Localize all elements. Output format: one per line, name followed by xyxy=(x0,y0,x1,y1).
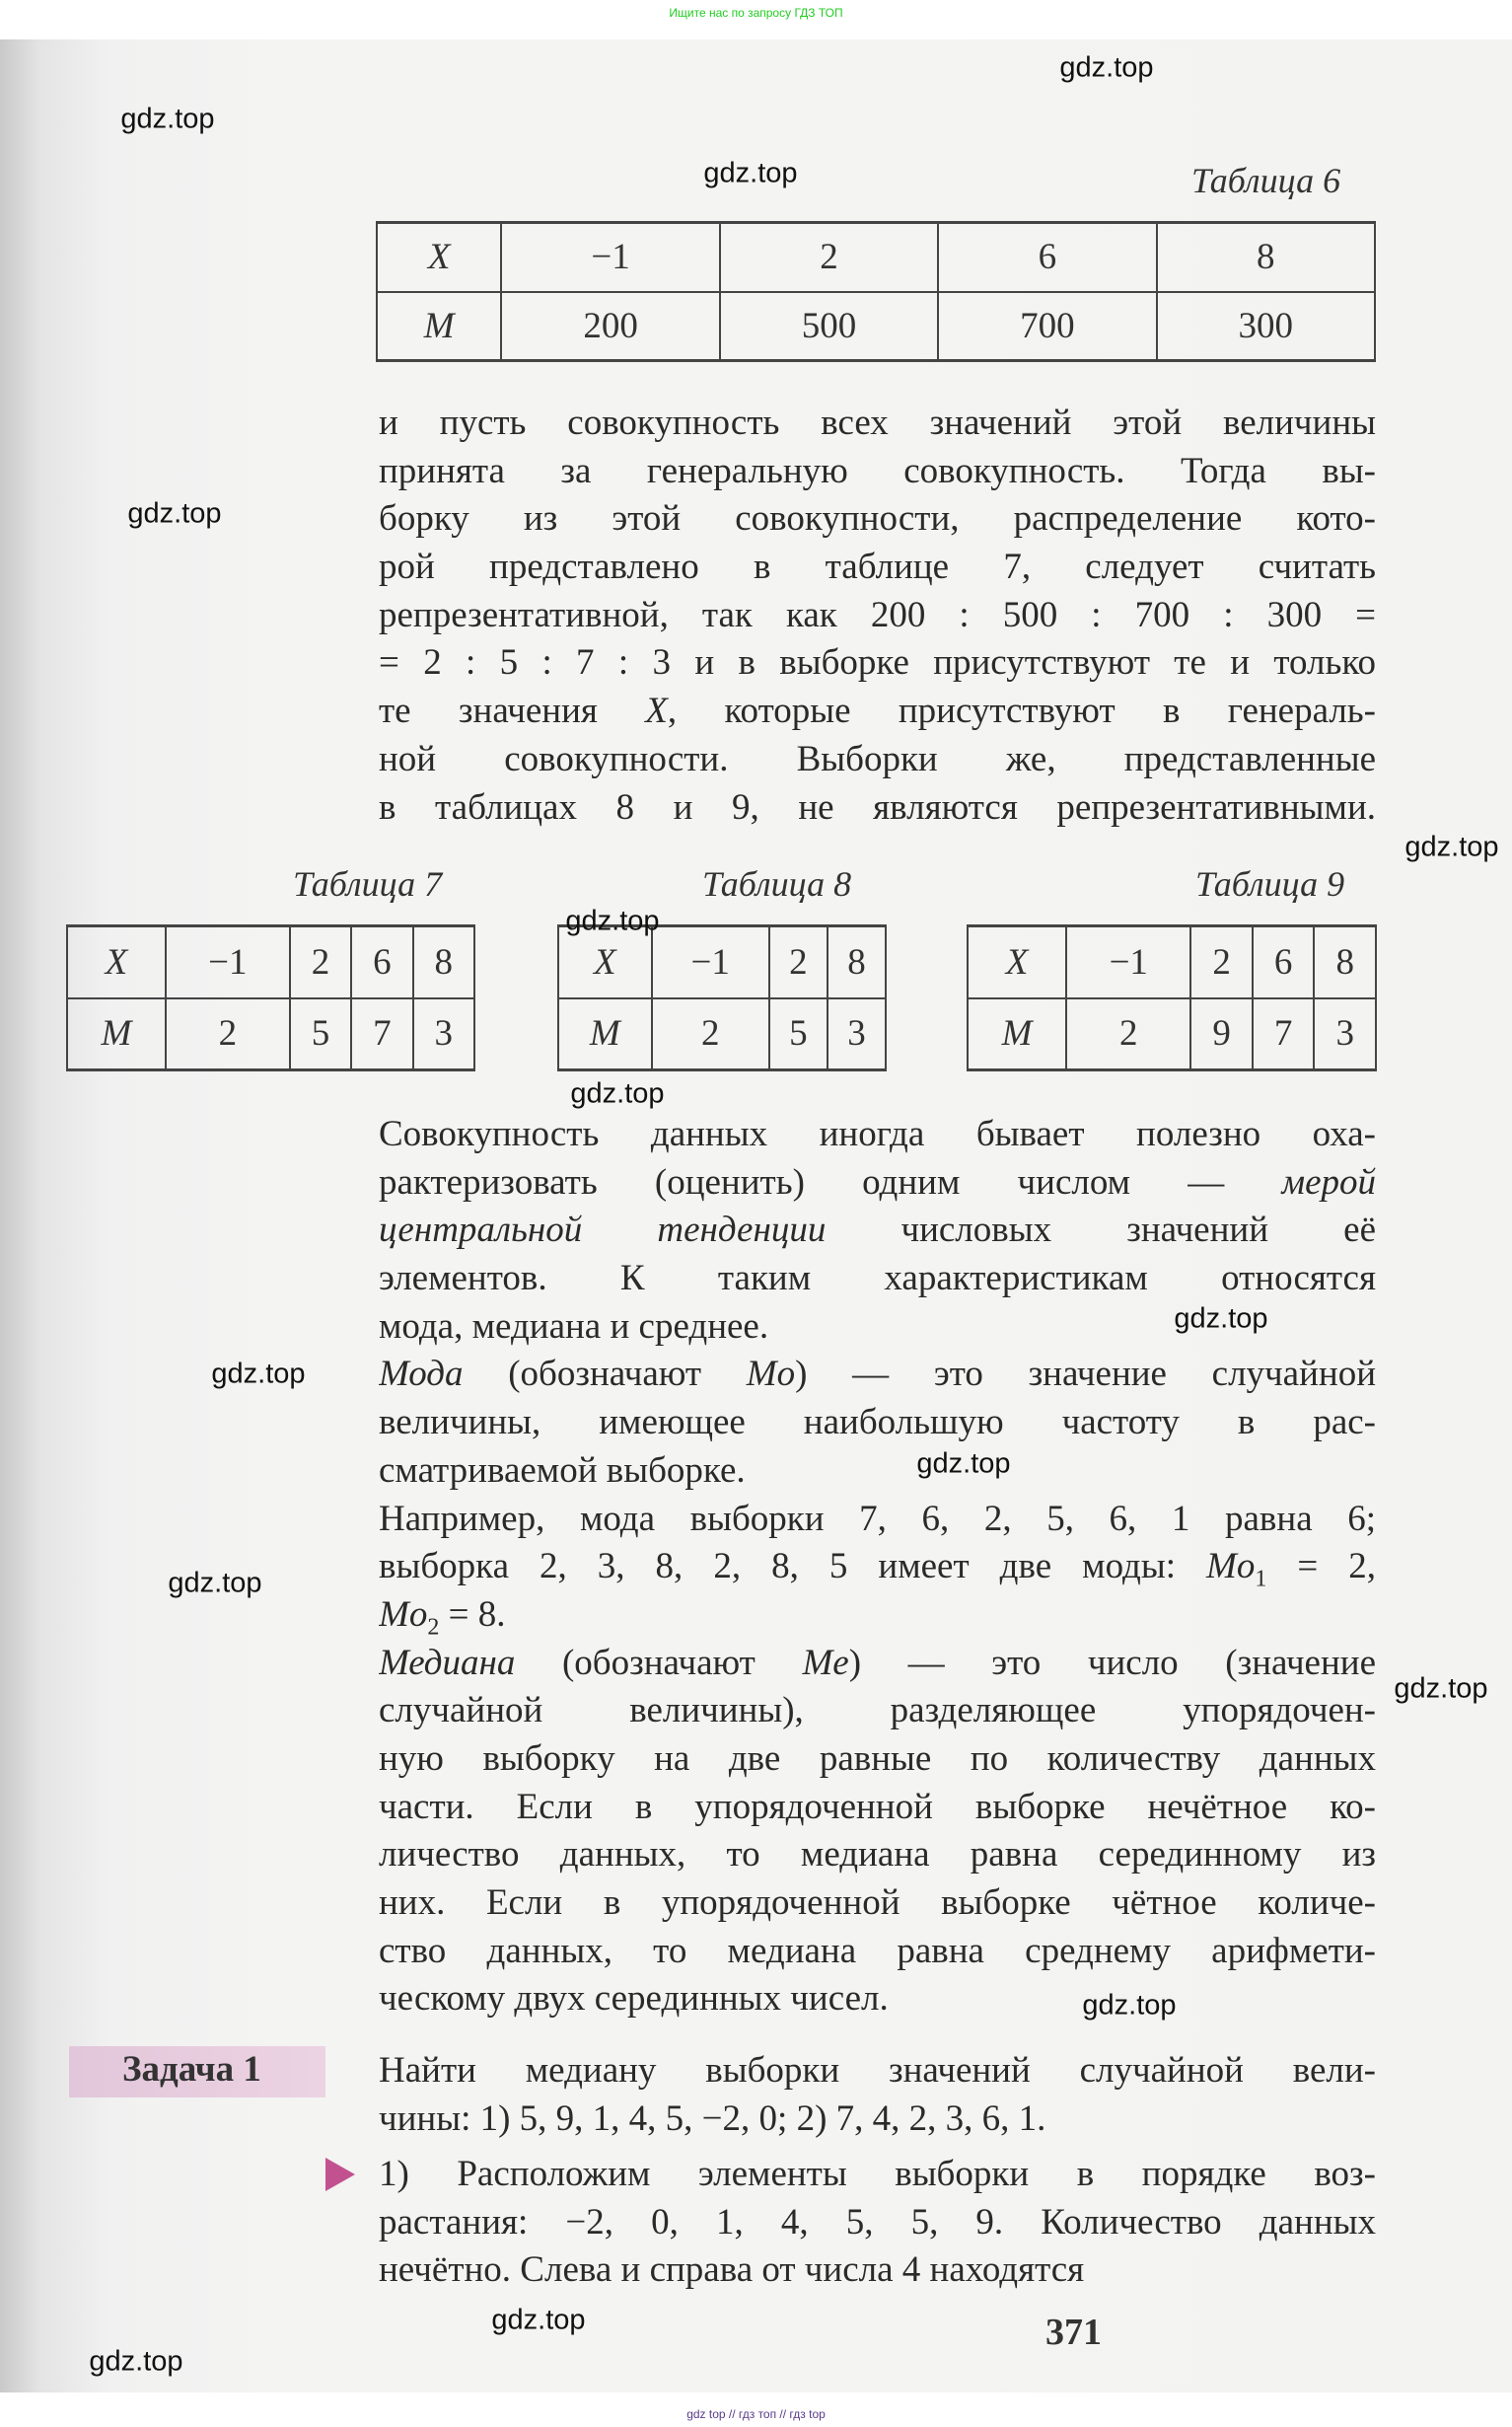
text-line xyxy=(379,1496,1376,1544)
text-line xyxy=(379,1879,1376,1928)
table6-caption: Таблица 6 xyxy=(1191,161,1341,200)
table-cell: −1 xyxy=(652,926,769,998)
text-segment: чины: 1) 5, 9, 1, 4, 5, −2, 0; 2) 7, 4, 2, 3, 6, 1. xyxy=(379,2097,1046,2139)
text-segment: и пусть совокупность всех значений этой величины xyxy=(379,403,1376,443)
table-cell: −1 xyxy=(501,223,719,292)
table9 xyxy=(967,924,1377,1071)
text-line xyxy=(379,1543,1376,1591)
table-row-m xyxy=(67,998,474,1070)
table-cell: 6 xyxy=(938,223,1156,292)
row-header: X xyxy=(968,926,1066,998)
task-label: Задача 1 xyxy=(122,2049,261,2090)
text-line xyxy=(379,1975,1376,2023)
text-segment: 1 xyxy=(1255,1566,1267,1591)
table7-caption: Таблица 7 xyxy=(293,864,443,904)
watermark: gdz.top xyxy=(565,905,660,937)
text-segment: личество данных, то медиана равна серединному из xyxy=(379,1834,1376,1875)
table-row-m xyxy=(968,998,1376,1070)
table-cell: 5 xyxy=(290,998,351,1070)
top-banner-note: Ищите нас по запросу ГДЗ ТОП xyxy=(669,6,843,20)
table-cell: 8 xyxy=(1157,223,1375,292)
text-line xyxy=(379,400,1376,448)
text-line xyxy=(379,495,1376,544)
row-header: M xyxy=(558,998,652,1070)
table-cell: 3 xyxy=(413,998,474,1070)
table8 xyxy=(557,924,887,1071)
text-segment: Совокупность данных иногда бывает полезно оха- xyxy=(379,1114,1376,1154)
text-line xyxy=(379,1447,1376,1496)
text-line xyxy=(379,1928,1376,1976)
text-segment: ческому двух серединных чисел. xyxy=(379,1978,889,2020)
watermark: gdz.top xyxy=(127,497,222,530)
text-segment: Например, мода выборки 7, 6, 2, 5, 6, 1 равна 6; xyxy=(379,1498,1376,1539)
text-segment: Mo xyxy=(746,1354,796,1395)
text-segment: = 8. xyxy=(439,1593,506,1635)
table-cell: 6 xyxy=(351,926,412,998)
text-segment: центральной тенденции xyxy=(379,1210,827,1251)
table-cell: 200 xyxy=(501,292,719,361)
task-statement xyxy=(379,2047,1376,2143)
text-segment: ство данных, то медиана равна среднему арифмети- xyxy=(379,1930,1376,1971)
table-row-x xyxy=(377,223,1375,292)
table-cell: 8 xyxy=(1314,926,1376,998)
text-line xyxy=(379,2246,1376,2295)
text-line xyxy=(379,736,1376,784)
watermark: gdz.top xyxy=(211,1358,306,1390)
text-segment: рой представлено в таблице 7, следует считать xyxy=(379,547,1376,588)
text-segment: сматриваемой выборке. xyxy=(379,1449,746,1491)
text-line xyxy=(379,1111,1376,1159)
text-line xyxy=(379,1351,1376,1399)
row-header: M xyxy=(67,998,166,1070)
text-segment: ) — это значение случайной xyxy=(795,1354,1376,1395)
text-segment: рактеризовать (оценить) одним числом — xyxy=(379,1161,1282,1203)
text-segment: Медиана xyxy=(379,1642,516,1683)
watermark: gdz.top xyxy=(1059,51,1154,84)
text-line xyxy=(379,2047,1376,2096)
text-segment: случайной величины), разделяющее упорядочен- xyxy=(379,1690,1376,1731)
table-cell: 2 xyxy=(652,998,769,1070)
text-line xyxy=(379,2151,1376,2199)
watermark: gdz.top xyxy=(1394,1672,1488,1705)
text-line xyxy=(379,1207,1376,1255)
text-segment: борку из этой совокупности, распределение кото- xyxy=(379,498,1376,540)
text-line xyxy=(379,2096,1376,2144)
text-segment: Мода xyxy=(379,1354,464,1395)
text-line xyxy=(379,544,1376,592)
table-cell: −1 xyxy=(1066,926,1190,998)
text-segment: растания: −2, 0, 1, 4, 5, 5, 9. Количество данных xyxy=(379,2201,1376,2243)
watermark: gdz.top xyxy=(570,1077,665,1110)
watermark: gdz.top xyxy=(120,103,215,135)
table-cell: 7 xyxy=(1253,998,1315,1070)
watermark: gdz.top xyxy=(168,1567,262,1599)
table-cell: 300 xyxy=(1157,292,1375,361)
solution-arrow-icon xyxy=(325,2158,355,2191)
table-cell: 3 xyxy=(1314,998,1376,1070)
table-row-m xyxy=(558,998,886,1070)
table-cell: 2 xyxy=(720,223,938,292)
text-line xyxy=(379,784,1376,833)
table-cell: 8 xyxy=(413,926,474,998)
table-cell: 6 xyxy=(1253,926,1315,998)
text-segment: X xyxy=(645,691,668,732)
table-cell: 8 xyxy=(828,926,886,998)
text-segment: ной совокупности. Выборки же, представленные xyxy=(379,738,1376,779)
text-line xyxy=(379,1784,1376,1832)
paragraph-representative-sample xyxy=(379,400,1376,832)
footer-note: gdz top // гдз топ // гдз top xyxy=(686,2407,826,2421)
text-segment: Найти медиану выборки значений случайной вели- xyxy=(379,2050,1376,2091)
text-line xyxy=(379,2199,1376,2247)
text-segment: (обозначают xyxy=(463,1354,747,1395)
text-line xyxy=(379,1687,1376,1735)
watermark: gdz.top xyxy=(1082,1989,1177,2022)
text-line xyxy=(379,639,1376,688)
text-line xyxy=(379,1831,1376,1879)
text-line xyxy=(379,448,1376,496)
text-segment: репрезентативной, так как 200 : 500 : 700 : 300 = xyxy=(379,594,1376,635)
table-cell: 500 xyxy=(720,292,938,361)
text-segment: 2 xyxy=(427,1614,440,1640)
text-segment: = 2 : 5 : 7 : 3 и в выборке присутствуют те и только xyxy=(379,642,1376,684)
table-cell: 7 xyxy=(351,998,412,1070)
text-line xyxy=(379,592,1376,640)
text-line xyxy=(379,1159,1376,1208)
text-segment: , которые присутствуют в генераль- xyxy=(667,691,1376,732)
text-segment: элементов. К таким характеристикам относятся xyxy=(379,1258,1376,1299)
text-segment: мода, медиана и среднее. xyxy=(379,1305,769,1347)
row-header: M xyxy=(377,292,501,361)
text-segment: = 2, xyxy=(1266,1546,1376,1587)
text-line xyxy=(379,1735,1376,1784)
text-segment: части. Если в упорядоченной выборке нечётное ко- xyxy=(379,1786,1376,1827)
table-cell: 2 xyxy=(1190,926,1253,998)
text-segment: мерой xyxy=(1281,1161,1376,1203)
text-segment: них. Если в упорядоченной выборке чётное количе- xyxy=(379,1882,1376,1923)
table-cell: 2 xyxy=(166,998,290,1070)
text-segment: Mo xyxy=(1206,1546,1256,1587)
row-header: X xyxy=(67,926,166,998)
text-segment: величины, имеющее наибольшую частоту в рас- xyxy=(379,1402,1376,1443)
table7 xyxy=(66,924,475,1071)
text-segment: ную выборку на две равные по количеству данных xyxy=(379,1737,1376,1779)
text-segment: нечётно. Слева и справа от числа 4 находятся xyxy=(379,2249,1085,2291)
table-cell: 3 xyxy=(828,998,886,1070)
table-row-x xyxy=(67,926,474,998)
text-segment: (обозначают xyxy=(515,1642,803,1683)
watermark: gdz.top xyxy=(89,2345,183,2378)
text-segment: 1) Расположим элементы выборки в порядке воз- xyxy=(379,2154,1376,2194)
text-line xyxy=(379,1640,1376,1688)
table-cell: 2 xyxy=(1066,998,1190,1070)
text-segment: Me xyxy=(802,1642,849,1683)
text-segment: те значения xyxy=(379,691,646,732)
watermark: gdz.top xyxy=(491,2304,586,2336)
table-row-m xyxy=(377,292,1375,361)
table-cell: 700 xyxy=(938,292,1156,361)
watermark: gdz.top xyxy=(703,157,798,189)
task-solution xyxy=(379,2151,1376,2295)
paragraph-central-tendency xyxy=(379,1111,1376,2023)
text-segment: числовых значений её xyxy=(826,1210,1376,1251)
table-cell: 2 xyxy=(290,926,351,998)
watermark: gdz.top xyxy=(916,1447,1011,1480)
text-segment: Mo xyxy=(379,1593,428,1635)
table-cell: 5 xyxy=(769,998,828,1070)
row-header: X xyxy=(558,926,652,998)
table-cell: 2 xyxy=(769,926,828,998)
table8-caption: Таблица 8 xyxy=(702,864,852,904)
row-header: X xyxy=(377,223,501,292)
text-segment: принята за генеральную совокупность. Тогда вы- xyxy=(379,450,1376,491)
row-header: M xyxy=(968,998,1066,1070)
page-number: 371 xyxy=(1045,2312,1102,2353)
table-row-x xyxy=(968,926,1376,998)
text-line xyxy=(379,1399,1376,1447)
table9-caption: Таблица 9 xyxy=(1195,864,1345,904)
table-cell: −1 xyxy=(166,926,290,998)
text-line xyxy=(379,1591,1376,1640)
text-line xyxy=(379,688,1376,736)
text-segment: выборка 2, 3, 8, 2, 8, 5 имеет две моды: xyxy=(379,1546,1206,1587)
text-line xyxy=(379,1255,1376,1303)
watermark: gdz.top xyxy=(1174,1302,1268,1335)
table-cell: 9 xyxy=(1190,998,1253,1070)
text-segment: ) — это число (значение xyxy=(848,1642,1376,1683)
watermark: gdz.top xyxy=(1404,831,1499,863)
table6 xyxy=(376,221,1376,362)
text-segment: в таблицах 8 и 9, не являются репрезентативными. xyxy=(379,786,1376,828)
